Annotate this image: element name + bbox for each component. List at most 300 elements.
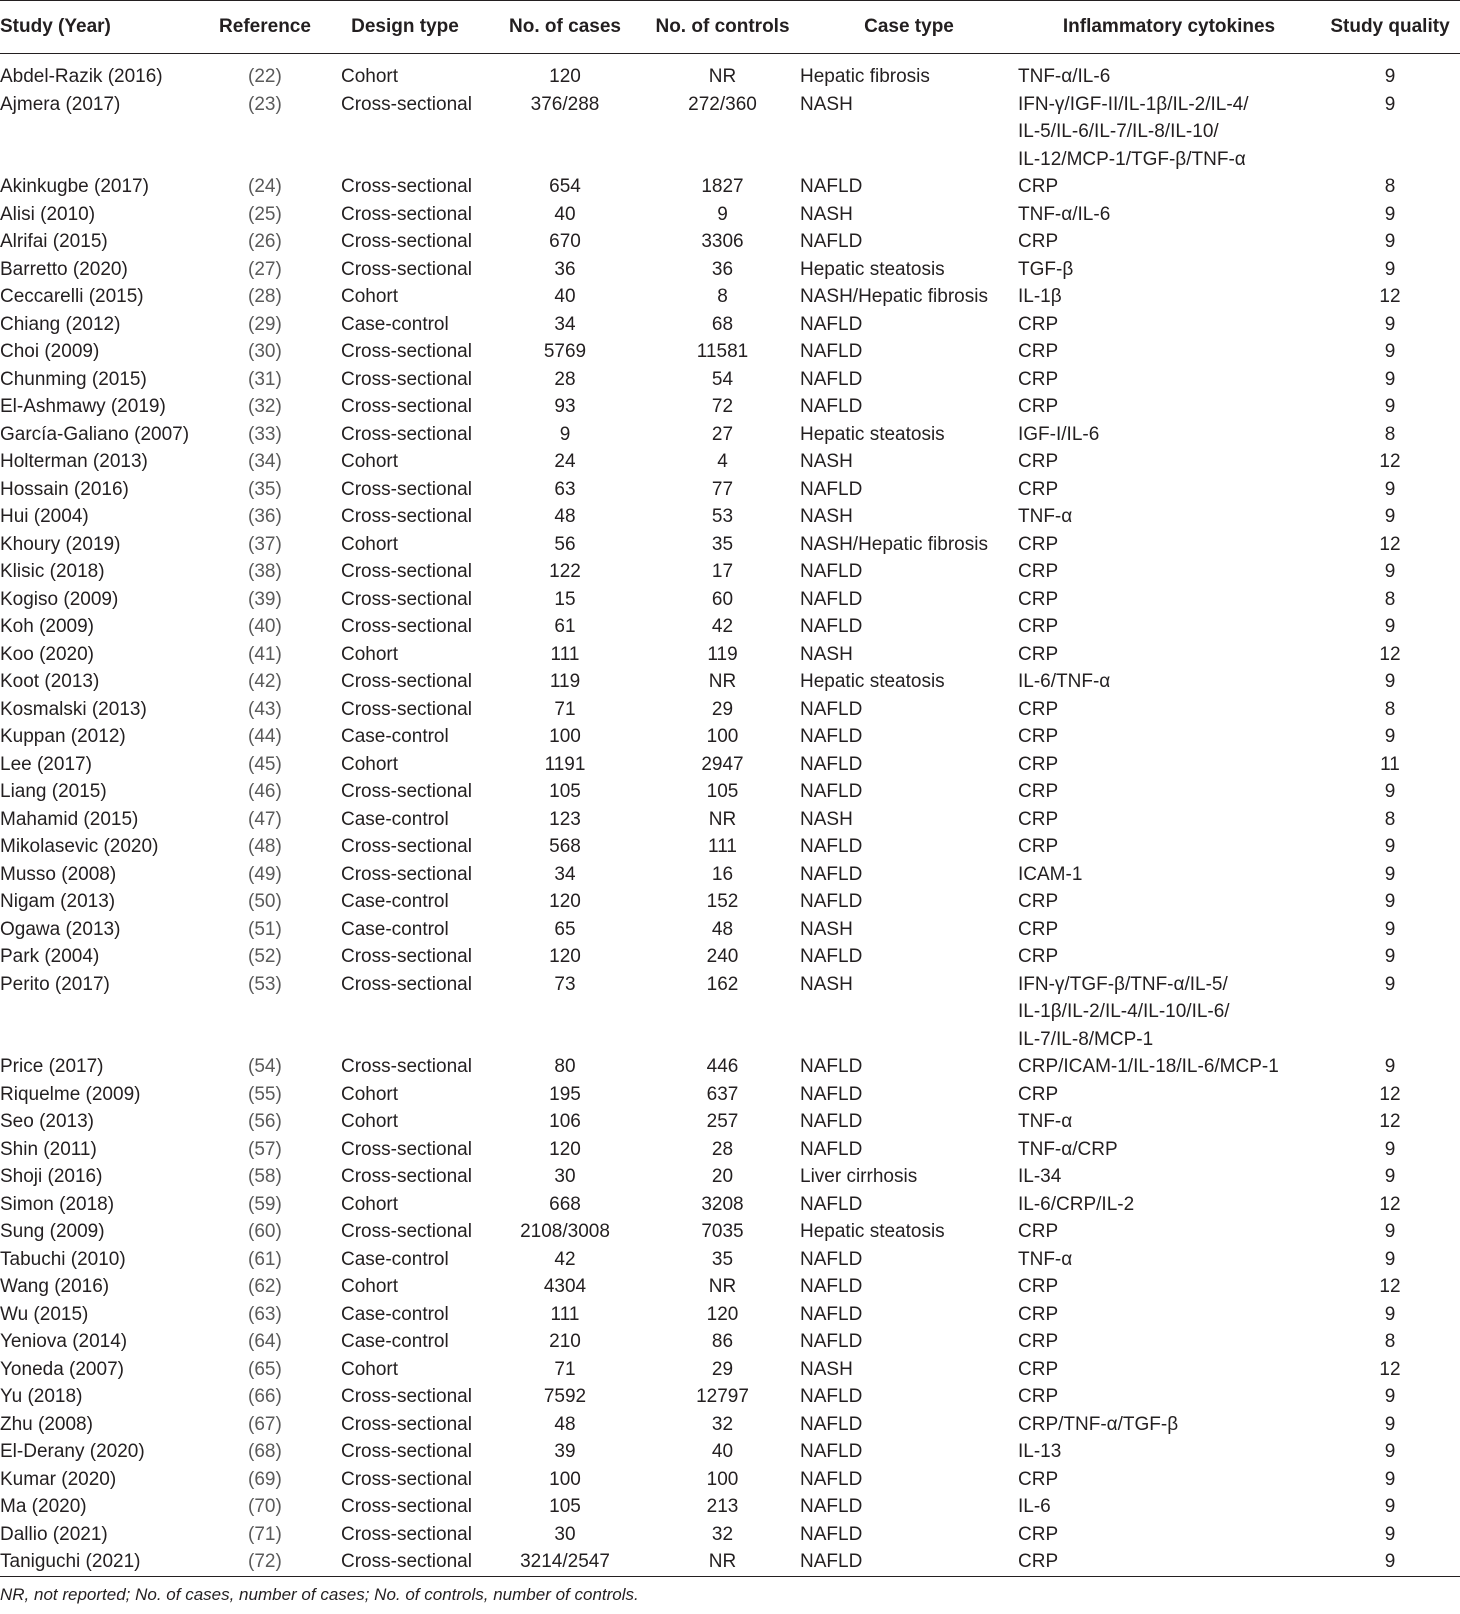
controls-cell: 105 bbox=[706, 781, 739, 802]
case-type-cell: NAFLD bbox=[800, 231, 863, 252]
study-cell: Ceccarelli (2015) bbox=[0, 286, 144, 307]
reference-cell: (68) bbox=[248, 1441, 282, 1462]
cases-cell: 63 bbox=[554, 478, 576, 500]
design-type-cell: Case-control bbox=[341, 1331, 449, 1352]
reference-cell: (26) bbox=[248, 231, 282, 252]
design-type-cell: Case-control bbox=[341, 808, 449, 830]
cases-cell: 122 bbox=[549, 561, 581, 582]
table-row bbox=[0, 1356, 1460, 1384]
cases-cell: 4304 bbox=[543, 1276, 587, 1297]
controls-cell: 4 bbox=[717, 451, 728, 472]
cases-cell: 210 bbox=[549, 1331, 581, 1352]
study-quality-cell: 9 bbox=[1384, 396, 1396, 417]
cytokines-cell: CRP bbox=[1018, 918, 1059, 940]
table-row bbox=[0, 1548, 1460, 1576]
case-type-cell: NAFLD bbox=[800, 698, 863, 720]
controls-cell: 77 bbox=[711, 478, 734, 500]
cases-cell: 654 bbox=[549, 176, 581, 197]
study-quality-cell: 8 bbox=[1384, 423, 1396, 445]
cases-cell: 71 bbox=[554, 1358, 576, 1380]
controls-cell: 27 bbox=[711, 423, 734, 445]
cytokines-cell: CRP bbox=[1018, 781, 1059, 802]
study-cell: Hossain (2016) bbox=[0, 478, 129, 500]
case-type-cell: Hepatic steatosis bbox=[800, 423, 945, 445]
study-cell: Mikolasevic (2020) bbox=[0, 836, 159, 857]
header-quality: Study quality bbox=[1330, 16, 1450, 37]
cytokines-cell: CRP bbox=[1018, 1083, 1059, 1105]
cytokines-cell: CRP bbox=[1018, 643, 1059, 665]
reference-cell: (70) bbox=[248, 1496, 282, 1517]
design-type-cell: Cohort bbox=[341, 1358, 399, 1380]
table-row bbox=[0, 668, 1460, 696]
design-type-cell: Cohort bbox=[341, 1276, 399, 1297]
table-row bbox=[0, 1053, 1460, 1081]
cases-cell: 376/288 bbox=[530, 93, 600, 115]
reference-cell: (27) bbox=[248, 258, 282, 280]
case-type-cell: Hepatic steatosis bbox=[800, 671, 945, 692]
cytokines-cell: TNF-α/IL-6 bbox=[1018, 66, 1111, 87]
study-cell: Alrifai (2015) bbox=[0, 231, 108, 252]
cytokines-cell: CRP bbox=[1018, 698, 1059, 720]
table-row bbox=[0, 586, 1460, 614]
study-cell: García-Galiano (2007) bbox=[0, 423, 190, 445]
study-quality-cell: 9 bbox=[1384, 313, 1396, 335]
study-quality-cell: 9 bbox=[1384, 946, 1396, 967]
study-quality-cell: 9 bbox=[1384, 231, 1396, 252]
study-quality-cell: 9 bbox=[1384, 973, 1396, 995]
cases-cell: 120 bbox=[549, 946, 581, 967]
controls-cell: 29 bbox=[711, 698, 734, 720]
study-cell: Shoji (2016) bbox=[0, 1166, 103, 1187]
case-type-cell: NAFLD bbox=[800, 1441, 863, 1462]
study-cell: Perito (2017) bbox=[0, 973, 110, 995]
cases-cell: 1191 bbox=[544, 753, 586, 775]
design-type-cell: Cross-sectional bbox=[341, 396, 472, 417]
reference-cell: (56) bbox=[248, 1111, 282, 1132]
reference-cell: (43) bbox=[248, 698, 282, 720]
case-type-cell: NAFLD bbox=[800, 1111, 863, 1132]
controls-cell: NR bbox=[708, 66, 737, 87]
design-type-cell: Cohort bbox=[341, 286, 399, 307]
table-row bbox=[0, 806, 1460, 834]
controls-cell: 8 bbox=[717, 286, 728, 307]
reference-cell: (63) bbox=[248, 1303, 282, 1325]
controls-cell: 48 bbox=[711, 918, 734, 940]
reference-cell: (38) bbox=[248, 561, 282, 582]
cases-cell: 7592 bbox=[543, 1386, 587, 1407]
cases-cell: 106 bbox=[549, 1111, 581, 1132]
cases-cell: 56 bbox=[554, 533, 576, 555]
cases-cell: 39 bbox=[554, 1441, 576, 1462]
controls-cell: 272/360 bbox=[688, 93, 757, 115]
design-type-cell: Cross-sectional bbox=[341, 1386, 472, 1407]
reference-cell: (29) bbox=[248, 313, 282, 335]
case-type-cell: NASH bbox=[800, 918, 853, 940]
table-row bbox=[0, 448, 1460, 476]
reference-cell: (52) bbox=[248, 946, 282, 967]
case-type-cell: NAFLD bbox=[800, 753, 863, 775]
cytokines-cell: CRP bbox=[1018, 1358, 1059, 1380]
table-row bbox=[0, 256, 1460, 284]
table-row bbox=[0, 1108, 1460, 1136]
controls-cell: 637 bbox=[706, 1083, 739, 1105]
study-cell: Chiang (2012) bbox=[0, 313, 121, 335]
case-type-cell: NAFLD bbox=[800, 1468, 863, 1490]
design-type-cell: Cross-sectional bbox=[341, 231, 472, 252]
study-cell: Yeniova (2014) bbox=[0, 1331, 128, 1352]
study-cell: Kuppan (2012) bbox=[0, 726, 126, 747]
table-row bbox=[0, 91, 1460, 174]
controls-cell: 111 bbox=[708, 836, 737, 857]
reference-cell: (33) bbox=[248, 423, 282, 445]
study-quality-cell: 12 bbox=[1379, 1276, 1401, 1297]
cases-cell: 34 bbox=[554, 313, 576, 335]
study-cell: Yu (2018) bbox=[0, 1386, 83, 1407]
study-cell: Koh (2009) bbox=[0, 616, 95, 637]
table-footnote: NR, not reported; No. of cases, number of cases; No. of controls, number of controls. bbox=[0, 1584, 639, 1604]
cases-cell: 34 bbox=[554, 863, 576, 885]
controls-cell: 36 bbox=[711, 258, 734, 280]
study-cell: Ma (2020) bbox=[0, 1496, 87, 1517]
cases-cell: 2108/3008 bbox=[520, 1221, 610, 1242]
controls-cell: 257 bbox=[706, 1111, 739, 1132]
cases-cell: 5769 bbox=[543, 341, 587, 362]
case-type-cell: NAFLD bbox=[800, 1523, 863, 1545]
design-type-cell: Cohort bbox=[341, 451, 399, 472]
design-type-cell: Cross-sectional bbox=[341, 588, 472, 610]
header-design: Design type bbox=[351, 16, 459, 37]
case-type-cell: NAFLD bbox=[800, 726, 863, 747]
design-type-cell: Cross-sectional bbox=[341, 1523, 472, 1545]
cases-cell: 120 bbox=[549, 66, 581, 87]
cytokines-cell: CRP bbox=[1018, 341, 1059, 362]
study-cell: Barretto (2020) bbox=[0, 258, 128, 280]
reference-cell: (42) bbox=[248, 671, 282, 692]
study-cell: Seo (2013) bbox=[0, 1111, 95, 1132]
cases-cell: 48 bbox=[554, 506, 576, 527]
cases-cell: 28 bbox=[554, 368, 576, 390]
study-quality-cell: 9 bbox=[1384, 93, 1396, 115]
controls-cell: NR bbox=[708, 671, 737, 692]
cases-cell: 119 bbox=[549, 671, 581, 692]
cases-cell: 120 bbox=[549, 891, 581, 912]
table-row bbox=[0, 861, 1460, 889]
case-type-cell: NASH/Hepatic fibrosis bbox=[800, 533, 988, 555]
cases-cell: 40 bbox=[554, 286, 576, 307]
table-header bbox=[0, 1, 1460, 54]
header-reference: Reference bbox=[219, 16, 311, 37]
cases-cell: 668 bbox=[549, 1193, 581, 1215]
controls-cell: 35 bbox=[711, 533, 734, 555]
design-type-cell: Cross-sectional bbox=[341, 561, 472, 582]
study-cell: Taniguchi (2021) bbox=[0, 1551, 141, 1572]
study-quality-cell: 12 bbox=[1379, 1358, 1401, 1380]
case-type-cell: NASH bbox=[800, 643, 853, 665]
design-type-cell: Cross-sectional bbox=[341, 1551, 472, 1572]
table-row bbox=[0, 888, 1460, 916]
study-quality-cell: 12 bbox=[1379, 1083, 1401, 1105]
study-cell: Lee (2017) bbox=[0, 753, 92, 775]
reference-cell: (60) bbox=[248, 1221, 282, 1242]
case-type-cell: NASH bbox=[800, 93, 853, 115]
study-quality-cell: 9 bbox=[1384, 1441, 1396, 1462]
design-type-cell: Cross-sectional bbox=[341, 1496, 472, 1517]
study-cell: Ogawa (2013) bbox=[0, 918, 121, 940]
case-type-cell: NASH bbox=[800, 203, 853, 225]
reference-cell: (23) bbox=[248, 93, 282, 115]
header-case-type: Case type bbox=[864, 16, 954, 37]
controls-cell: 29 bbox=[711, 1358, 734, 1380]
design-type-cell: Cohort bbox=[341, 1083, 399, 1105]
table-row bbox=[0, 1383, 1460, 1411]
controls-cell: 119 bbox=[707, 643, 738, 665]
cytokines-cell: CRP bbox=[1018, 533, 1059, 555]
study-quality-cell: 9 bbox=[1384, 671, 1396, 692]
design-type-cell: Cross-sectional bbox=[341, 368, 472, 390]
study-cell: Abdel-Razik (2016) bbox=[0, 66, 163, 87]
table-row bbox=[0, 421, 1460, 449]
cases-cell: 568 bbox=[549, 836, 581, 857]
design-type-cell: Cross-sectional bbox=[341, 1166, 472, 1187]
study-quality-cell: 9 bbox=[1384, 478, 1396, 500]
controls-cell: 68 bbox=[711, 313, 734, 335]
reference-cell: (40) bbox=[248, 616, 282, 637]
reference-cell: (41) bbox=[248, 643, 282, 665]
reference-cell: (58) bbox=[248, 1166, 282, 1187]
reference-cell: (36) bbox=[248, 506, 282, 527]
cytokines-cell: CRP bbox=[1018, 396, 1059, 417]
case-type-cell: NAFLD bbox=[800, 1056, 863, 1077]
case-type-cell: NAFLD bbox=[800, 341, 863, 362]
controls-cell: 20 bbox=[711, 1166, 734, 1187]
controls-cell: 72 bbox=[711, 396, 734, 417]
case-type-cell: NAFLD bbox=[800, 836, 863, 857]
cytokines-cell: CRP bbox=[1018, 1276, 1059, 1297]
study-cell: Zhu (2008) bbox=[0, 1413, 93, 1435]
header-row bbox=[0, 1, 1460, 54]
study-quality-cell: 9 bbox=[1384, 836, 1396, 857]
table-row bbox=[0, 971, 1460, 1054]
reference-cell: (25) bbox=[248, 203, 282, 225]
study-quality-cell: 8 bbox=[1384, 176, 1396, 197]
design-type-cell: Cross-sectional bbox=[341, 836, 472, 857]
reference-cell: (37) bbox=[248, 533, 282, 555]
design-type-cell: Cross-sectional bbox=[341, 781, 472, 802]
controls-cell: 7035 bbox=[701, 1221, 744, 1242]
table-row bbox=[0, 1493, 1460, 1521]
study-cell: Park (2004) bbox=[0, 946, 100, 967]
case-type-cell: NAFLD bbox=[800, 1276, 863, 1297]
study-cell: Kosmalski (2013) bbox=[0, 698, 147, 720]
case-type-cell: NAFLD bbox=[800, 1386, 863, 1407]
case-type-cell: NAFLD bbox=[800, 1083, 863, 1105]
cytokines-cell: CRP bbox=[1018, 176, 1059, 197]
study-quality-cell: 12 bbox=[1379, 643, 1401, 665]
controls-cell: NR bbox=[708, 1551, 737, 1572]
study-cell: Price (2017) bbox=[0, 1056, 104, 1077]
controls-cell: 100 bbox=[706, 726, 739, 747]
case-type-cell: Hepatic steatosis bbox=[800, 1221, 945, 1242]
controls-cell: 86 bbox=[711, 1331, 734, 1352]
study-quality-cell: 9 bbox=[1384, 1248, 1396, 1270]
study-cell: Mahamid (2015) bbox=[0, 808, 139, 830]
design-type-cell: Case-control bbox=[341, 1248, 449, 1270]
design-type-cell: Cross-sectional bbox=[341, 616, 472, 637]
header-controls: No. of controls bbox=[655, 16, 790, 37]
controls-cell: 12797 bbox=[696, 1386, 749, 1407]
table-row bbox=[0, 723, 1460, 751]
study-quality-cell: 12 bbox=[1379, 1193, 1401, 1215]
case-type-cell: NAFLD bbox=[800, 588, 863, 610]
study-cell: Liang (2015) bbox=[0, 781, 107, 802]
cytokines-cell: CRP bbox=[1018, 808, 1059, 830]
study-quality-cell: 9 bbox=[1384, 1413, 1396, 1435]
design-type-cell: Cross-sectional bbox=[341, 176, 472, 197]
study-cell: El-Ashmawy (2019) bbox=[0, 396, 166, 417]
table-row bbox=[0, 1163, 1460, 1191]
design-type-cell: Case-control bbox=[341, 726, 449, 747]
reference-cell: (50) bbox=[248, 891, 282, 912]
case-type-cell: NAFLD bbox=[800, 1413, 863, 1435]
study-cell: Tabuchi (2010) bbox=[0, 1248, 126, 1270]
table-row bbox=[0, 393, 1460, 421]
cases-cell: 61 bbox=[554, 616, 576, 637]
reference-cell: (54) bbox=[248, 1056, 282, 1077]
controls-cell: 42 bbox=[711, 616, 734, 637]
case-type-cell: NAFLD bbox=[800, 396, 863, 417]
design-type-cell: Cross-sectional bbox=[341, 423, 472, 445]
study-cell: Sung (2009) bbox=[0, 1221, 105, 1242]
table-row bbox=[0, 1191, 1460, 1219]
cases-cell: 100 bbox=[549, 726, 581, 747]
study-quality-cell: 9 bbox=[1384, 781, 1396, 802]
design-type-cell: Cross-sectional bbox=[341, 341, 472, 362]
table-row bbox=[0, 531, 1460, 559]
cytokines-cell: IFN-γ/TGF-β/TNF-α/IL-5/ IL-1β/IL-2/IL-4/IL-10/IL-6/ IL-7/IL-8/MCP-1 bbox=[1018, 973, 1230, 1050]
study-cell: Alisi (2010) bbox=[0, 203, 96, 225]
case-type-cell: NAFLD bbox=[800, 1331, 863, 1352]
controls-cell: 2947 bbox=[701, 753, 744, 775]
cytokines-cell: CRP bbox=[1018, 1303, 1059, 1325]
cases-cell: 30 bbox=[554, 1523, 576, 1545]
case-type-cell: NAFLD bbox=[800, 616, 863, 637]
case-type-cell: Hepatic fibrosis bbox=[800, 66, 930, 87]
study-cell: Wang (2016) bbox=[0, 1276, 110, 1297]
study-quality-cell: 9 bbox=[1384, 616, 1396, 637]
table-row bbox=[0, 476, 1460, 504]
table-row bbox=[0, 503, 1460, 531]
cytokines-cell: CRP bbox=[1018, 616, 1059, 637]
table-row bbox=[0, 201, 1460, 229]
cases-cell: 80 bbox=[554, 1056, 576, 1077]
design-type-cell: Cohort bbox=[341, 66, 399, 87]
case-type-cell: NAFLD bbox=[800, 313, 863, 335]
cases-cell: 73 bbox=[554, 973, 576, 995]
reference-cell: (39) bbox=[248, 588, 282, 610]
cytokines-cell: CRP bbox=[1018, 313, 1059, 335]
reference-cell: (31) bbox=[248, 368, 282, 390]
controls-cell: 9 bbox=[717, 203, 728, 225]
study-quality-cell: 9 bbox=[1384, 1221, 1396, 1242]
cytokines-cell: CRP bbox=[1018, 1468, 1059, 1490]
header-study: Study (Year) bbox=[0, 16, 111, 37]
case-type-cell: NAFLD bbox=[800, 781, 863, 802]
study-cell: Klisic (2018) bbox=[0, 561, 105, 582]
study-quality-cell: 9 bbox=[1384, 1166, 1396, 1187]
reference-cell: (45) bbox=[248, 753, 282, 775]
reference-cell: (35) bbox=[248, 478, 282, 500]
study-quality-cell: 9 bbox=[1384, 1468, 1396, 1490]
reference-cell: (24) bbox=[248, 176, 282, 197]
case-type-cell: NAFLD bbox=[800, 891, 863, 912]
table-row bbox=[0, 1136, 1460, 1164]
design-type-cell: Cross-sectional bbox=[341, 258, 472, 280]
design-type-cell: Cohort bbox=[341, 1111, 399, 1132]
study-cell: Akinkugbe (2017) bbox=[0, 176, 149, 197]
design-type-cell: Cross-sectional bbox=[341, 1056, 472, 1077]
reference-cell: (65) bbox=[248, 1358, 282, 1380]
reference-cell: (66) bbox=[248, 1386, 282, 1407]
case-type-cell: NAFLD bbox=[800, 863, 863, 885]
cases-cell: 48 bbox=[554, 1413, 576, 1435]
study-quality-cell: 9 bbox=[1384, 368, 1396, 390]
cases-cell: 111 bbox=[550, 1303, 580, 1325]
study-cell: Holterman (2013) bbox=[0, 451, 148, 472]
study-quality-cell: 12 bbox=[1379, 533, 1401, 555]
study-cell: El-Derany (2020) bbox=[0, 1441, 145, 1462]
design-type-cell: Cohort bbox=[341, 533, 399, 555]
study-quality-cell: 9 bbox=[1384, 561, 1396, 582]
case-type-cell: Hepatic steatosis bbox=[800, 258, 945, 280]
study-quality-cell: 9 bbox=[1384, 341, 1396, 362]
cytokines-cell: CRP/TNF-α/TGF-β bbox=[1018, 1413, 1179, 1435]
study-cell: Hui (2004) bbox=[0, 506, 89, 527]
controls-cell: 32 bbox=[711, 1413, 734, 1435]
table-row bbox=[0, 311, 1460, 339]
study-cell: Riquelme (2009) bbox=[0, 1083, 141, 1105]
reference-cell: (44) bbox=[248, 726, 282, 747]
cases-cell: 100 bbox=[549, 1468, 581, 1490]
cases-cell: 9 bbox=[559, 423, 571, 445]
controls-cell: NR bbox=[708, 1276, 737, 1297]
reference-cell: (46) bbox=[248, 781, 282, 802]
cytokines-cell: ICAM-1 bbox=[1018, 863, 1083, 885]
design-type-cell: Cross-sectional bbox=[341, 698, 472, 720]
controls-cell: 53 bbox=[711, 506, 734, 527]
table-row bbox=[0, 1273, 1460, 1301]
study-quality-cell: 8 bbox=[1384, 1331, 1396, 1352]
controls-cell: 1827 bbox=[701, 176, 744, 197]
controls-cell: 100 bbox=[706, 1468, 739, 1490]
study-quality-cell: 11 bbox=[1380, 753, 1400, 775]
cytokines-cell: IL-6/TNF-α bbox=[1018, 671, 1111, 692]
study-cell: Ajmera (2017) bbox=[0, 93, 121, 115]
cytokines-cell: CRP bbox=[1018, 231, 1059, 252]
study-cell: Chunming (2015) bbox=[0, 368, 147, 390]
study-cell: Simon (2018) bbox=[0, 1193, 115, 1215]
table-row bbox=[0, 613, 1460, 641]
study-quality-cell: 9 bbox=[1384, 203, 1396, 225]
cytokines-cell: TNF-α/IL-6 bbox=[1018, 203, 1111, 225]
controls-cell: 446 bbox=[706, 1056, 739, 1077]
case-type-cell: NAFLD bbox=[800, 368, 863, 390]
cytokines-cell: CRP bbox=[1018, 588, 1059, 610]
study-quality-cell: 9 bbox=[1384, 1551, 1396, 1572]
cases-cell: 24 bbox=[554, 451, 576, 472]
cytokines-cell: CRP/ICAM-1/IL-18/IL-6/MCP-1 bbox=[1018, 1056, 1279, 1077]
cases-cell: 670 bbox=[549, 231, 581, 252]
table-row bbox=[0, 833, 1460, 861]
